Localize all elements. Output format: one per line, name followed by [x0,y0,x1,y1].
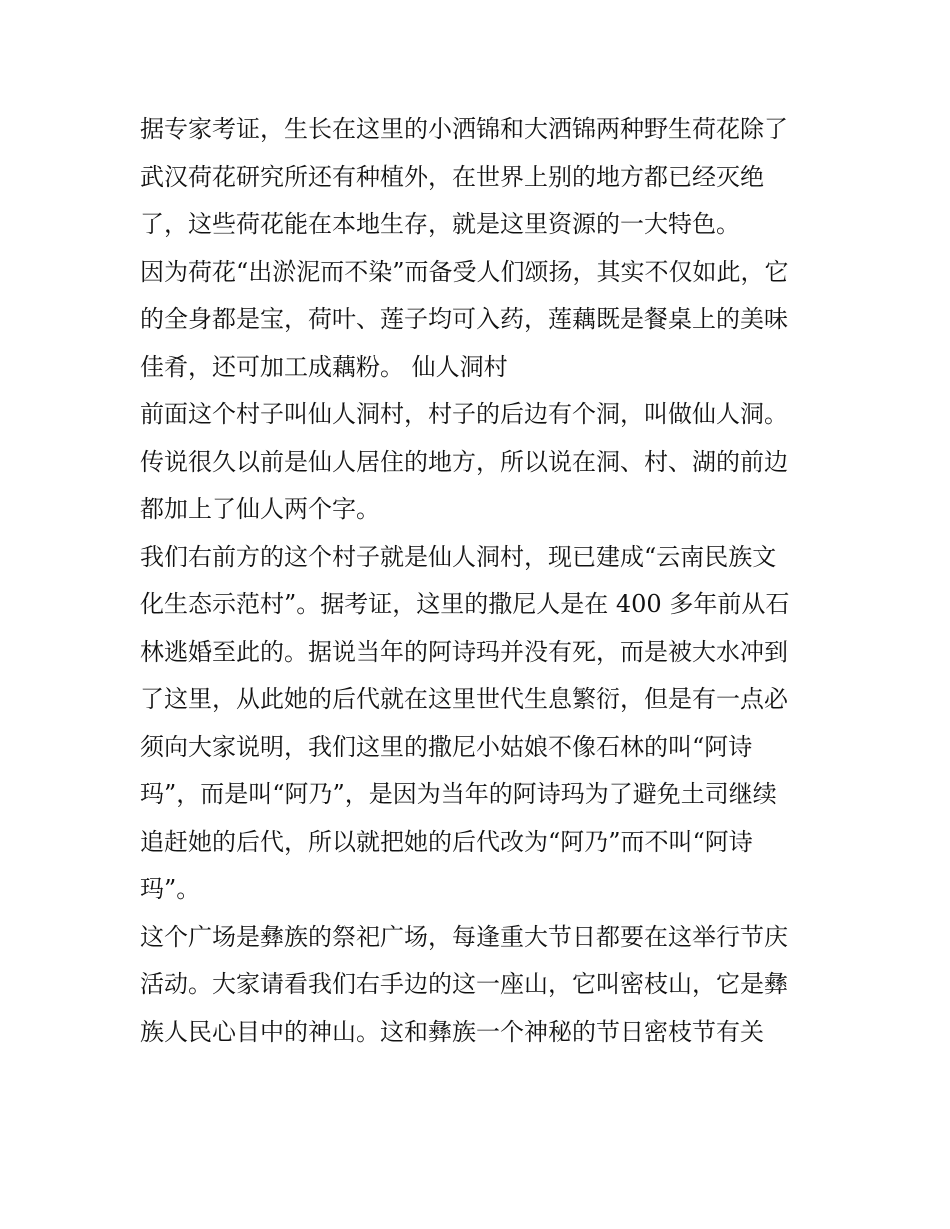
text-line: 都加上了仙人两个字。 [140,495,380,523]
text-line: 追赶她的后代，所以就把她的后代改为“阿乃”而不叫“阿诗 [140,827,753,856]
text-line: 的全身都是宝，荷叶、莲子均可入药，莲藕既是餐桌上的美味 [140,305,788,333]
text-line: 化生态示范村”。据考证，这里的撒尼人是在 400 多年前从石 [140,590,790,618]
text-line: 据专家考证，生长在这里的小洒锦和大洒锦两种野生荷花除了 [140,115,788,143]
text-line: 活动。大家请看我们右手边的这一座山，它叫密枝山，它是彝 [140,970,788,998]
text-line: 林逃婚至此的。据说当年的阿诗玛并没有死，而是被大水冲到 [140,637,788,666]
text-line: 族人民心目中的神山。这和彝族一个神秘的节日密枝节有关 [140,1017,764,1046]
text-line: 佳肴，还可加工成藕粉。 仙人洞村 [140,352,508,381]
text-line: 了，这些荷花能在本地生存，就是这里资源的一大特色。 [140,210,740,238]
text-line: 须向大家说明，我们这里的撒尼小姑娘不像石林的叫“阿诗 [140,732,753,761]
text-line: 玛”，而是叫“阿乃”，是因为当年的阿诗玛为了避免土司继续 [140,780,777,808]
text-line: 传说很久以前是仙人居住的地方，所以说在洞、村、湖的前边 [140,447,788,476]
text-line: 这个广场是彝族的祭祀广场，每逢重大节日都要在这举行节庆 [140,922,788,951]
text-line: 武汉荷花研究所还有种植外，在世界上别的地方都已经灭绝 [140,162,764,191]
text-line: 玛”。 [140,875,201,903]
text-line: 我们右前方的这个村子就是仙人洞村，现已建成“云南民族文 [140,542,777,571]
text-line: 因为荷花“出淤泥而不染”而备受人们颂扬，其实不仅如此，它 [140,257,789,286]
text-line: 前面这个村子叫仙人洞村，村子的后边有个洞，叫做仙人洞。 [140,400,788,428]
text-line: 了这里，从此她的后代就在这里世代生息繁衍，但是有一点必 [140,685,788,713]
body-text [140,106,820,1056]
